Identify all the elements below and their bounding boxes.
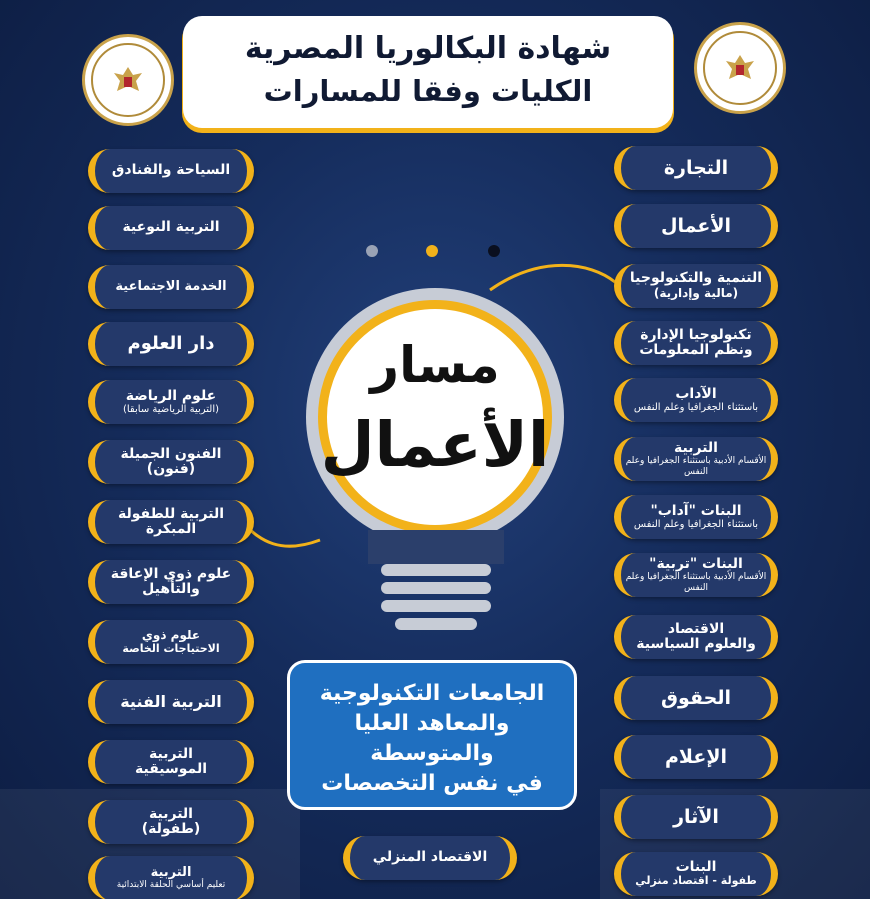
pill-left (88, 206, 254, 250)
pill-right (614, 378, 778, 422)
title-line-1: شهادة البكالوريا المصرية (244, 31, 612, 66)
pill-right (614, 735, 778, 779)
pill-sub: باستثناء الجغرافيا وعلم النفس (633, 518, 759, 530)
pill-title: الاقتصاد (667, 620, 725, 637)
pill-title: الآداب (675, 385, 717, 402)
pill-title: الاقتصاد المنزلي (372, 849, 488, 866)
pill-right (614, 852, 778, 896)
pill-left (88, 856, 254, 899)
pill-title: التربية الفنية (120, 692, 222, 712)
center-title-line-1: مسار (370, 336, 500, 394)
pill-sub: والتأهيل (142, 581, 200, 597)
pill-left (88, 500, 254, 544)
pill-sub: ونظم المعلومات (639, 342, 753, 358)
pill-sub: والعلوم السياسية (636, 636, 756, 652)
bulb-base-ring (381, 600, 491, 612)
pill-title: الفنون الجميلة (120, 445, 222, 462)
pill-sub: طفولة - اقتصاد منزلي (635, 874, 757, 888)
pill-sub: الاحتياجات الخاصة (122, 641, 220, 655)
pill-title: تكنولوجيا الإدارة (640, 326, 752, 343)
pill-sub: (التربية الرياضية سابقا) (122, 403, 220, 415)
pill-title: التربية (674, 439, 718, 456)
pill-home-economics (343, 836, 517, 880)
bulb-neck (368, 530, 504, 564)
pill-title: الإعلام (665, 745, 727, 768)
pill-right (614, 553, 778, 597)
pill-sub: باستثناء الجغرافيا وعلم النفس (633, 401, 759, 413)
technological-universities-box (287, 660, 577, 810)
pill-title: التجارة (663, 156, 729, 179)
pill-title: التربية (150, 864, 192, 880)
pill-title: التربية (149, 745, 193, 762)
pill-right (614, 204, 778, 248)
pill-right (614, 615, 778, 659)
pill-left (88, 680, 254, 724)
pill-title: علوم ذوي (141, 628, 201, 643)
pill-sub: الأقسام الأدبية باستثناء الجغرافيا وعلم النفس (625, 572, 767, 593)
pill-title: الأعمال (661, 214, 731, 237)
pill-title: علوم الرياضة (125, 387, 217, 404)
pill-title: البنات "آداب" (650, 502, 742, 519)
pill-title: التربية النوعية (122, 219, 220, 236)
pill-left (88, 149, 254, 193)
pill-left (88, 322, 254, 366)
pill-sub: (طفولة) (141, 821, 201, 837)
pill-title: الآثار (673, 805, 719, 828)
pill-left (88, 800, 254, 844)
pill-title: دار العلوم (127, 333, 215, 355)
pill-right (614, 437, 778, 481)
pill-right (614, 495, 778, 539)
pill-sub: الأقسام الأدبية باستثناء الجغرافيا وعلم النفس (625, 456, 767, 477)
pill-right (614, 795, 778, 839)
box-line: والمعاهد العليا (354, 711, 510, 736)
center-title-line-2: الأعمال (320, 408, 550, 481)
pill-sub: (مالية وإدارية) (653, 285, 739, 300)
pill-right (614, 264, 778, 308)
pill-sub: تعليم أساسي الحلقة الابتدائية (116, 879, 226, 890)
pill-title: التنمية والتكنولوجيا (629, 270, 763, 287)
box-line: والمتوسطة (370, 741, 494, 766)
pill-title: علوم ذوي الإعاقة (110, 565, 232, 582)
box-line: الجامعات التكنولوجية (319, 681, 545, 706)
pill-title: البنات (675, 858, 717, 875)
pill-title: الخدمة الاجتماعية (115, 278, 227, 294)
pill-sub: الموسيقية (135, 761, 207, 777)
pill-sub: المبكرة (145, 521, 197, 537)
bulb-base-ring (381, 564, 491, 576)
box-line: في نفس التخصصات (321, 771, 543, 796)
pill-title: البنات "تربية" (649, 555, 743, 572)
bulb-base-ring (381, 582, 491, 594)
pill-title: الحقوق (661, 686, 731, 709)
pill-left (88, 740, 254, 784)
pill-title: التربية (149, 805, 193, 822)
pill-sub: (فنون) (146, 461, 196, 477)
pill-left (88, 620, 254, 664)
pill-left (88, 440, 254, 484)
title-line-2: الكليات وفقا للمسارات (263, 74, 593, 108)
pill-left (88, 560, 254, 604)
pill-right (614, 321, 778, 365)
pill-right (614, 146, 778, 190)
pill-left (88, 265, 254, 309)
pill-left (88, 380, 254, 424)
pill-title: التربية للطفولة (117, 505, 225, 522)
pill-right (614, 676, 778, 720)
bulb-base-ring (395, 618, 477, 630)
pill-title: السياحة والفنادق (111, 162, 231, 179)
